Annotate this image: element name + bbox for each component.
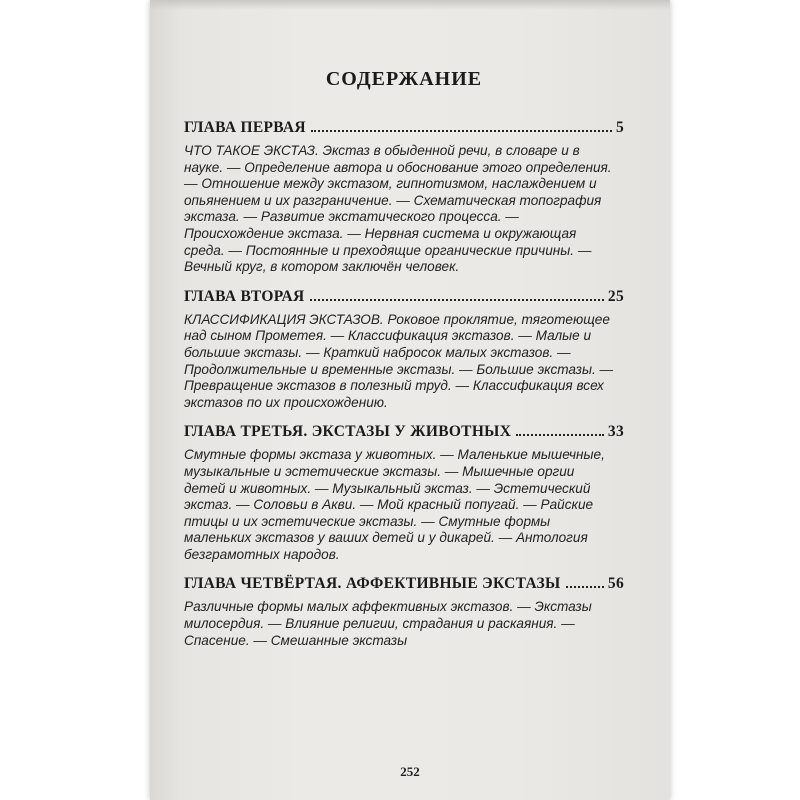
- dot-leader: [566, 586, 604, 588]
- chapter-heading-row: [184, 288, 624, 306]
- toc-entry-chapter-3: [184, 423, 624, 563]
- chapter-title: ГЛАВА ПЕРВАЯ: [184, 119, 306, 136]
- table-of-contents: [184, 68, 624, 661]
- page-top-edge: [150, 0, 670, 10]
- chapter-heading-row: [184, 119, 624, 137]
- dot-leader: [310, 299, 604, 301]
- toc-entry-chapter-1: [184, 119, 624, 276]
- toc-entry-chapter-2: [184, 288, 624, 412]
- chapter-page-number: 5: [615, 119, 624, 136]
- page-number-footer: 252: [400, 764, 420, 779]
- chapter-title: ГЛАВА ЧЕТВЁРТАЯ. АФФЕКТИВНЫЕ ЭКСТАЗЫ: [184, 575, 561, 593]
- dot-leader: [311, 130, 612, 132]
- chapter-summary: ЧТО ТАКОЕ ЭКСТАЗ. Экстаз в обыденной речи, в словаре и в науке. — Определение автора и обоснование этого определения. — Отношение между экстазом, гипнотизмом, наслаждением и опьянением и их разграничение. — Схематическая топография экстаза. — Развитие экстатического процесса. — Происхождение экстаза. — Нервная система и окружающая среда. — Постоянные и преходящие органические причины. — Вечный круг, в котором заключён человек.: [184, 143, 612, 275]
- toc-entry-chapter-4: [184, 575, 624, 649]
- chapter-heading-row: [184, 423, 624, 441]
- dot-leader: [516, 434, 604, 436]
- chapter-summary: КЛАССИФИКАЦИЯ ЭКСТАЗОВ. Роковое проклятие, тяготеющее над сыном Прометея. — Классификация экстазов. — Малые и большие экстазы. — Краткий набросок малых экстазов. — Продолжительные и временные экстазы. — Большие экстазы. — Превращение экстазов в полезный труд. — Классификация всех экстазов по их происхождению.: [184, 311, 614, 410]
- chapter-heading-row: [184, 575, 624, 593]
- chapter-title: ГЛАВА ТРЕТЬЯ. ЭКСТАЗЫ У ЖИВОТНЫХ: [184, 423, 512, 441]
- toc-heading: СОДЕРЖАНИЕ: [325, 68, 483, 90]
- chapter-page-number: 25: [607, 287, 624, 305]
- chapter-summary: Смутные формы экстаза у животных. — Маленькие мышечные, музыкальные и эстетические экстазы. — Мышечные оргии детей и животных. — Музыкальный экстаз. — Эстетический экстаз. — Соловьи в Акви. — Мой красный попугай. — Райские птицы и их эстетические экстазы. — Смутные формы маленьких экстазов у ваших детей и у дикарей. — Антология безграмотных народов.: [184, 447, 605, 562]
- chapter-title: ГЛАВА ВТОРАЯ: [184, 287, 305, 305]
- book-page: [150, 0, 670, 800]
- chapter-page-number: 33: [607, 423, 624, 441]
- chapter-summary: Различные формы малых аффективных экстазов. — Экстазы милосердия. — Влияние религии, страдания и раскаяния. — Спасение. — Смешанные экстазы: [184, 599, 592, 648]
- chapter-page-number: 56: [607, 575, 624, 593]
